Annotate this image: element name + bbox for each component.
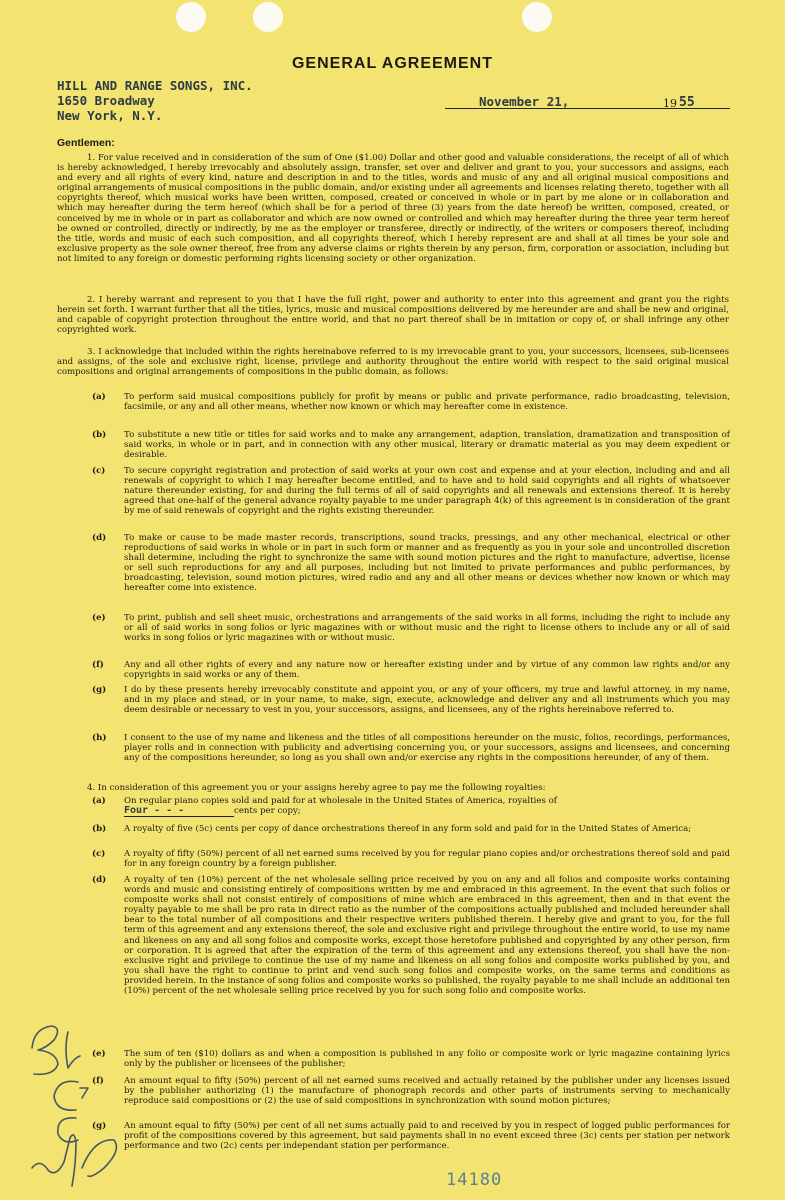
clause-text: To print, publish and sell sheet music, orchestrations and arrangements of the said works in all forms, including the right to include any or all of said works in song folios or lyric magazines with or without music and the right to license others to include any or all of said works in song folios or lyric magazines with or without music. <box>124 613 730 644</box>
clause-text <box>124 796 730 817</box>
clause-label: (b) <box>92 430 107 440</box>
clause-label: (f) <box>92 1076 104 1086</box>
clause-4g <box>92 1121 730 1152</box>
clause-3d <box>92 533 730 594</box>
clause-label: (a) <box>92 392 106 402</box>
clause-3g <box>92 685 730 716</box>
clause-label: (e) <box>92 613 106 623</box>
addressee-block <box>57 78 253 123</box>
clause-4a-tail: cents per copy; <box>234 806 301 817</box>
clause-text: To make or cause to be made master records, transcriptions, sound tracks, pressings, and any other mechanical, electrical or other reproductions of said works in whole or in part in such form or manner and as frequently as you in your sole and uncontrolled discretion shall determine, including the right to synchronize the same with sound motion pictures and the right to manufacture, advertise, license or sell such reproductions for any and all purposes, including but not limited to private performances and public performances, by broadcasting, television, sound motion pictures, wired radio and any and all other means or devices whether now known or which may hereafter come into existence. <box>124 533 730 594</box>
addressee-line: HILL AND RANGE SONGS, INC. <box>57 78 253 93</box>
addressee-line: 1650 Broadway <box>57 93 155 108</box>
handwritten-initials <box>18 1018 128 1193</box>
clause-text: A royalty of ten (10%) percent of the net wholesale selling price received by you on any and all folios and composite works containing words and music and consisting entirely of compositions written by me and embraced in this agreement. In the event that such folios or composite works shall not consist entirely of compositions of mine which are embraced in this agreement, then and in that event the royalty payable to me shall be pro rata in direct ratio as the number of the compositions actually published and included hereunder shall bear to the total number of all compositions and their respective writers published therein. I hereby give and grant to you, for the full term of this agreement and any extensions thereof, the sole and exclusive right and privilege throughout the entire world, to use my name and likeness on any and all song folios and composite works, except those heretofore published and copyrighted by any other person, firm or corporation. It is agreed that after the expiration of the term of this agreement and any extensions thereof, you shall have the non-exclusive right and privilege to continue the use of my name and likeness on all song folios and composite works published by you, and you shall have the right to continue to print and vend such song folios and composite works, on the same terms and conditions as provided herein. In the instance of song folios and composite works so published, the royalty payable to me shall include an additional ten (10%) percent of the net wholesale selling price received by you for such song folio and composite works. <box>124 875 730 997</box>
clause-text: Any and all other rights of every and any nature now or hereafter existing under and by virtue of any common law rights and/or any copyrights in said works or any of them. <box>124 660 730 681</box>
clause-3h <box>92 733 730 764</box>
year-prefix: 19 <box>663 97 677 110</box>
document-number-stamp: 14180 <box>446 1170 503 1190</box>
clause-text: A royalty of fifty (50%) percent of all net earned sums received by you for regular piano copies and/or orchestrations thereof sold and paid for in any foreign country by a foreign publisher. <box>124 849 730 870</box>
paragraph-1: 1. For value received and in consideration of the sum of One ($1.00) Dollar and other good and valuable considerations, the receipt of all of which is hereby acknowledged, I hereby irrevocably and absolutely assign, transfer, set over and deliver and grant to you, your successors and assigns, each and every and all rights of every kind, nature and description in and to the titles, words and music of any and all original musical compositions and original arrangements of musical compositions in the public domain, and/or existing under all agreements and licenses relating thereto, together with all copyrights thereof, which musical works have been written, composed, created or conceived in whole or in part by me alone or in collaboration and which may hereafter during the term hereof (which shall be for a period of three (3) years from the date hereof) be written, composed, created, or conceived by me in whole or in part as collaborator and which are now owned or controlled and which may hereafter during the three year term hereof be owned or controlled, directly or indirectly, by me as the employer or transferee, directly or indirectly, of the writers or composers thereof, including the title, words and music of each such composition, and all copyrights thereof, which I hereby represent are and shall at all times be your sole and exclusive property as the sole owner thereof, free from any adverse claims or rights therein by any person, firm, corporation or association, including but not limited to any foreign or domestic performing rights licensing society or other organization. <box>57 153 729 264</box>
clause-3e <box>92 613 730 644</box>
clause-4a: (a) On regular piano copies sold and paid for at wholesale in the United States of America, royalties of Four - - - cents per copy; <box>124 796 730 817</box>
salutation: Gentlemen: <box>57 137 115 149</box>
clause-4e <box>92 1049 730 1070</box>
clause-label: (b) <box>92 824 107 834</box>
document-title: GENERAL AGREEMENT <box>291 55 493 72</box>
clause-label: (d) <box>92 875 107 885</box>
clause-text: To perform said musical compositions publicly for profit by means or public and private performance, radio broadcasting, television, facsimile, or any and all other means, whether now known or which may hereafter come in existence. <box>124 392 730 413</box>
date-value: November 21, <box>479 94 570 109</box>
clause-4c <box>92 849 730 870</box>
clause-text: An amount equal to fifty (50%) per cent of all net sums actually paid to and received by you in respect of logged public performances for profit of the compositions covered by this agreement, but said payments shall in no event exceed three (3c) cents per station per network performance and two (2c) cents per independant station per performance. <box>124 1121 730 1152</box>
clause-label: (g) <box>92 1121 107 1131</box>
clause-text: An amount equal to fifty (50%) percent of all net earned sums received and actually retained by the publisher under any licenses issued by the publisher authorizing (1) the manufacture of phonograph records and other parts of instruments serving to mechanically reproduce said compositions or (2) the use of said compositions in synchronization with sound motion pictures; <box>124 1076 730 1107</box>
royalty-amount-field: Four - - - <box>124 806 234 817</box>
clause-label: (d) <box>92 533 107 543</box>
paragraph-3: 3. I acknowledge that included within the rights hereinabove referred to is my irrevocable grant to you, your successors, licensees, sub-licensees and assigns, of the sole and exclusive right, license, privilege and authority throughout the entire world with respect to the said original musical compositions and original arrangements of compositions in the public domain, as follows: <box>57 347 729 378</box>
clause-text: I do by these presents hereby irrevocably constitute and appoint you, or any of your officers, my true and lawful attorney, in my name, and in my place and stead, or in your name, to make, sign, execute, acknowledge and deliver any and all instruments which you may deem desirable or necessary to vest in you, your successors, assigns, and licensees, any of the rights hereinabove referred to. <box>124 685 730 716</box>
clause-4a-text: On regular piano copies sold and paid for at wholesale in the United States of America, royalties of <box>124 796 557 806</box>
clause-text: I consent to the use of my name and likeness and the titles of all compositions hereunder on the music, folios, recordings, performances, player rolls and in connection with publicity and advertising concerning you, or your successors, assigns and licensees, and concerning any of the compositions hereunder, so long as you shall own and/or exercise any rights in the compositions hereunder, of any of them. <box>124 733 730 764</box>
year-suffix: 55 <box>679 95 695 110</box>
clause-label: (f) <box>92 660 104 670</box>
clause-4f <box>92 1076 730 1107</box>
addressee-line: New York, N.Y. <box>57 108 163 123</box>
clause-3a <box>92 392 730 413</box>
punch-hole <box>253 2 283 32</box>
clause-label: (g) <box>92 685 107 695</box>
clause-label: (e) <box>92 1049 106 1059</box>
paragraph-4: 4. In consideration of this agreement you or your assigns hereby agree to pay me the following royalties: <box>87 783 546 793</box>
clause-text: A royalty of five (5c) cents per copy of dance orchestrations thereof in any form sold and paid for in the United States of America; <box>124 824 692 834</box>
clause-text: The sum of ten ($10) dollars as and when a composition is published in any folio or composite work or lyric magazine containing lyrics only by the publisher or licensees of the publisher; <box>124 1049 730 1070</box>
clause-3f <box>92 660 730 681</box>
clause-4d <box>92 875 730 997</box>
clause-label: (c) <box>92 466 106 476</box>
clause-text: To substitute a new title or titles for said works and to make any arrangement, adaption, translation, dramatization and transposition of said works, in whole or in part, and in connection with any other musical, literary or dramatic material as you may deem expedient or desirable. <box>124 430 730 461</box>
clause-3c <box>92 466 730 517</box>
date-line <box>445 95 730 111</box>
punch-hole <box>522 2 552 32</box>
clause-label: (c) <box>92 849 106 859</box>
clause-text: To secure copyright registration and protection of said works at your own cost and expense and at your election, including and and all renewals of copyright to which I may hereafter become entitled, and to have and to hold said copyrights and all rights of whatsoever nature thereunder existing, for and during the full terms of all of said copyrights and all renewals and extensions thereof. It is hereby agreed that one-half of the general advance royalty payable to me under paragraph 4(k) of this agreement is in consideration of the grant by me of said renewals of copyright and the rights existing thereunder. <box>124 466 730 517</box>
clause-label: (h) <box>92 733 107 743</box>
paragraph-2: 2. I hereby warrant and represent to you that I have the full right, power and authority to enter into this agreement and grant you the rights herein set forth. I warrant further that all the titles, lyrics, music and musical compositions delivered by me hereunder are and shall be new and original, and capable of copyright protection throughout the entire world, and that no part thereof shall be in imitation or copy of, or shall infringe any other copyrighted work. <box>57 295 729 336</box>
punch-hole <box>176 2 206 32</box>
clause-3b <box>92 430 730 461</box>
clause-4b <box>92 824 730 834</box>
